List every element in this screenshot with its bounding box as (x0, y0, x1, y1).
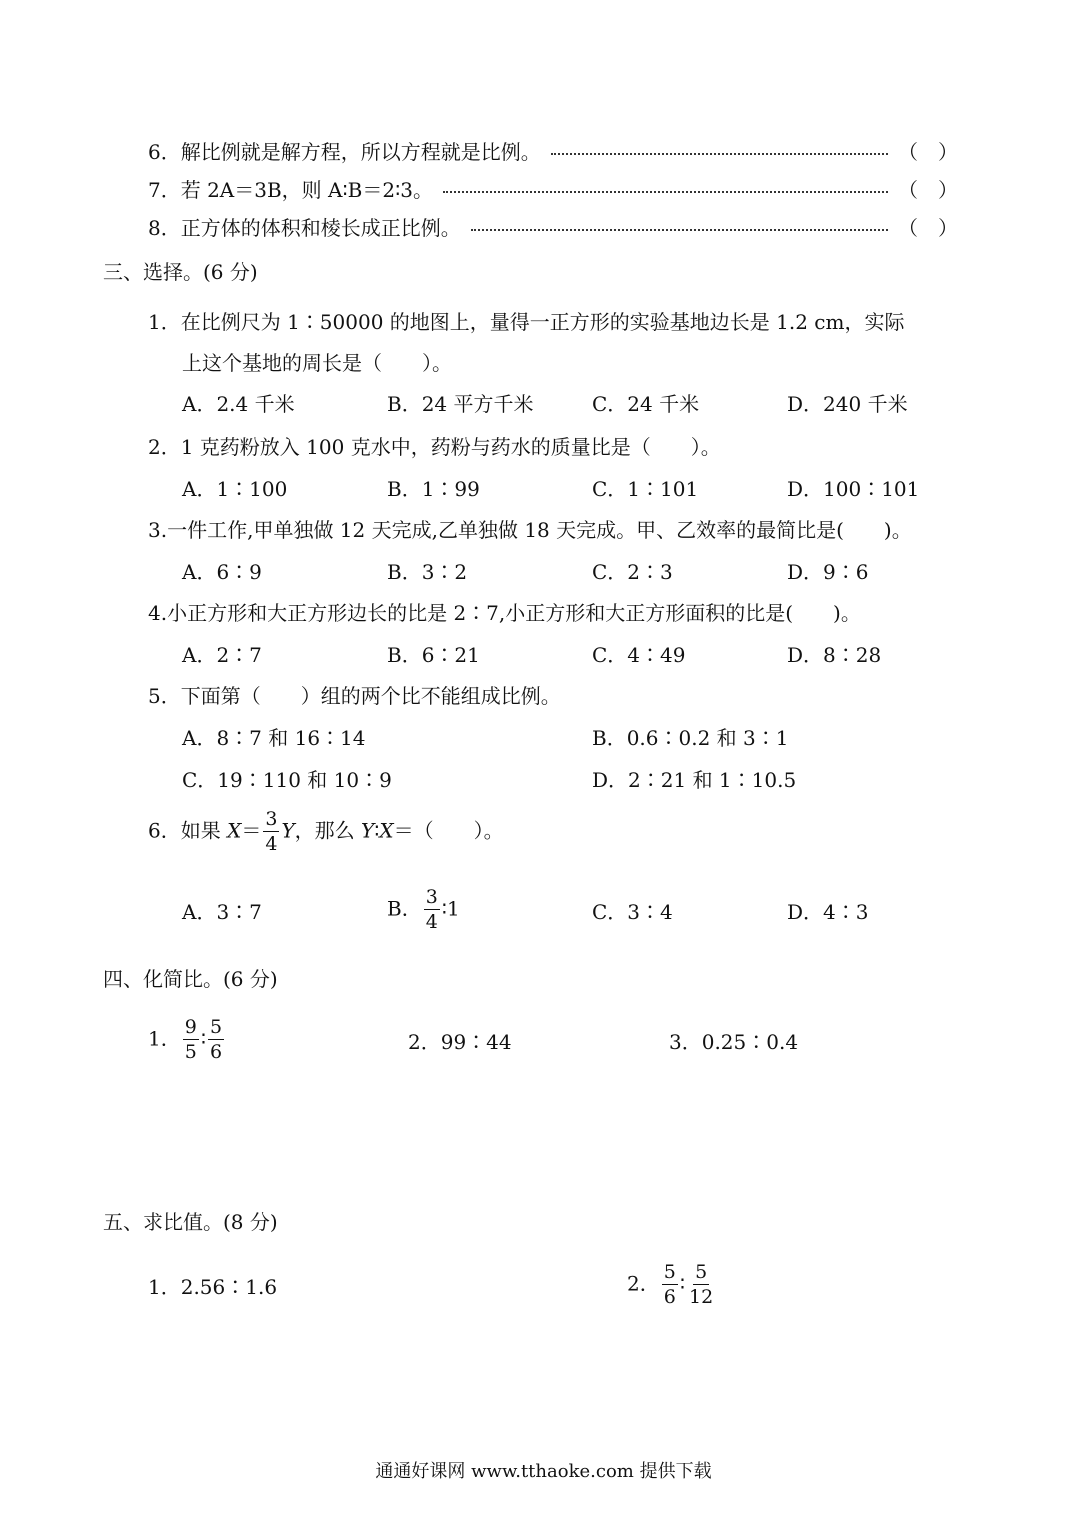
question-4: 4.小正方形和大正方形边长的比是 2∶7,小正方形和大正方形面积的比是( )。 (148, 601, 861, 625)
fraction: $\frac{3}{4}$ (265, 808, 278, 855)
q2-option-c[interactable]: C．1∶101 (592, 477, 699, 501)
tf-item-text: 8．正方体的体积和棱长成正比例。 (148, 215, 461, 240)
simplify-problem-1: 1． $\frac{9}{5}$ ∶ $\frac{5}{6}$ (148, 1016, 223, 1063)
question-3: 3.一件工作,甲单独做 12 天完成,乙单独做 18 天完成。甲、乙效率的最简比是( )。 (148, 518, 912, 542)
q2-option-d[interactable]: D．100∶101 (787, 477, 920, 501)
q5-option-a[interactable]: A．8∶7 和 16∶14 (182, 726, 366, 750)
q2-option-b[interactable]: B．1∶99 (387, 477, 480, 501)
section-heading-ratio-value: 五、求比值。(8 分) (103, 1210, 278, 1234)
fraction: $\frac{9}{5}$ (184, 1016, 197, 1063)
tf-item-6 (148, 138, 958, 162)
q6-option-a[interactable]: A．3∶7 (182, 900, 262, 924)
question-2: 2．1 克药粉放入 100 克水中，药粉与药水的质量比是（ ）。 (148, 435, 721, 459)
q2-option-a[interactable]: A．1∶100 (182, 477, 288, 501)
q3-option-d[interactable]: D．9∶6 (787, 560, 869, 584)
q1-option-a[interactable]: A．2.4 千米 (182, 392, 295, 416)
q3-option-a[interactable]: A．6∶9 (182, 560, 262, 584)
q6-option-c[interactable]: C．3∶4 (592, 900, 673, 924)
q5-option-d[interactable]: D．2∶21 和 1∶10.5 (592, 768, 797, 792)
ratio-value-problem-2: 2． $\frac{5}{6}$ ∶ $\frac{5}{12}$ (627, 1261, 714, 1308)
fraction: $\frac{5}{12}$ (689, 1261, 714, 1308)
question-6: 6．如果 X＝ $\frac{3}{4}$ Y，那么 Y∶X＝（ ）。 (148, 808, 504, 855)
q4-option-d[interactable]: D．8∶28 (787, 643, 882, 667)
section-heading-choice: 三、选择。(6 分) (103, 260, 258, 284)
answer-blank[interactable]: （ ） (898, 139, 958, 164)
q5-option-b[interactable]: B．0.6∶0.2 和 3∶1 (592, 726, 789, 750)
tf-item-7 (148, 176, 958, 200)
q6-option-d[interactable]: D．4∶3 (787, 900, 869, 924)
q1-option-b[interactable]: B．24 平方千米 (387, 392, 534, 416)
section-heading-simplify: 四、化简比。(6 分) (103, 967, 278, 991)
q4-option-c[interactable]: C．4∶49 (592, 643, 686, 667)
q4-option-b[interactable]: B．6∶21 (387, 643, 480, 667)
dotted-leader (551, 153, 888, 155)
answer-blank[interactable]: （ ） (898, 215, 958, 240)
q4-option-a[interactable]: A．2∶7 (182, 643, 262, 667)
tf-item-text: 6．解比例就是解方程，所以方程就是比例。 (148, 139, 541, 164)
q3-option-c[interactable]: C．2∶3 (592, 560, 673, 584)
question-5: 5．下面第（ ）组的两个比不能组成比例。 (148, 684, 561, 708)
fraction: $\frac{5}{6}$ (663, 1261, 676, 1308)
ratio-value-problem-1: 1．2.56∶1.6 (148, 1275, 278, 1299)
dotted-leader (471, 229, 888, 231)
q5-option-c[interactable]: C．19∶110 和 10∶9 (182, 768, 392, 792)
q1-option-c[interactable]: C．24 千米 (592, 392, 700, 416)
tf-item-8 (148, 214, 958, 238)
question-1-line1: 1．在比例尺为 1∶50000 的地图上，量得一正方形的实验基地边长是 1.2 cm，实际 (148, 310, 905, 334)
simplify-problem-3: 3．0.25∶0.4 (669, 1030, 799, 1054)
fraction: $\frac{3}{4}$ (425, 886, 438, 933)
answer-blank[interactable]: （ ） (898, 177, 958, 202)
q1-option-d[interactable]: D．240 千米 (787, 392, 908, 416)
q6-option-b[interactable]: B． $\frac{3}{4}$ ∶1 (387, 886, 460, 933)
tf-item-text: 7．若 2A＝3B，则 A∶B＝2∶3。 (148, 177, 434, 202)
simplify-problem-2: 2．99∶44 (408, 1030, 512, 1054)
footer-source: 通通好课网 www.tthaoke.com 提供下载 (375, 1461, 712, 1482)
fraction: $\frac{5}{6}$ (210, 1016, 223, 1063)
q3-option-b[interactable]: B．3∶2 (387, 560, 468, 584)
dotted-leader (443, 191, 888, 193)
question-1-line2: 上这个基地的周长是（ ）。 (182, 351, 452, 375)
